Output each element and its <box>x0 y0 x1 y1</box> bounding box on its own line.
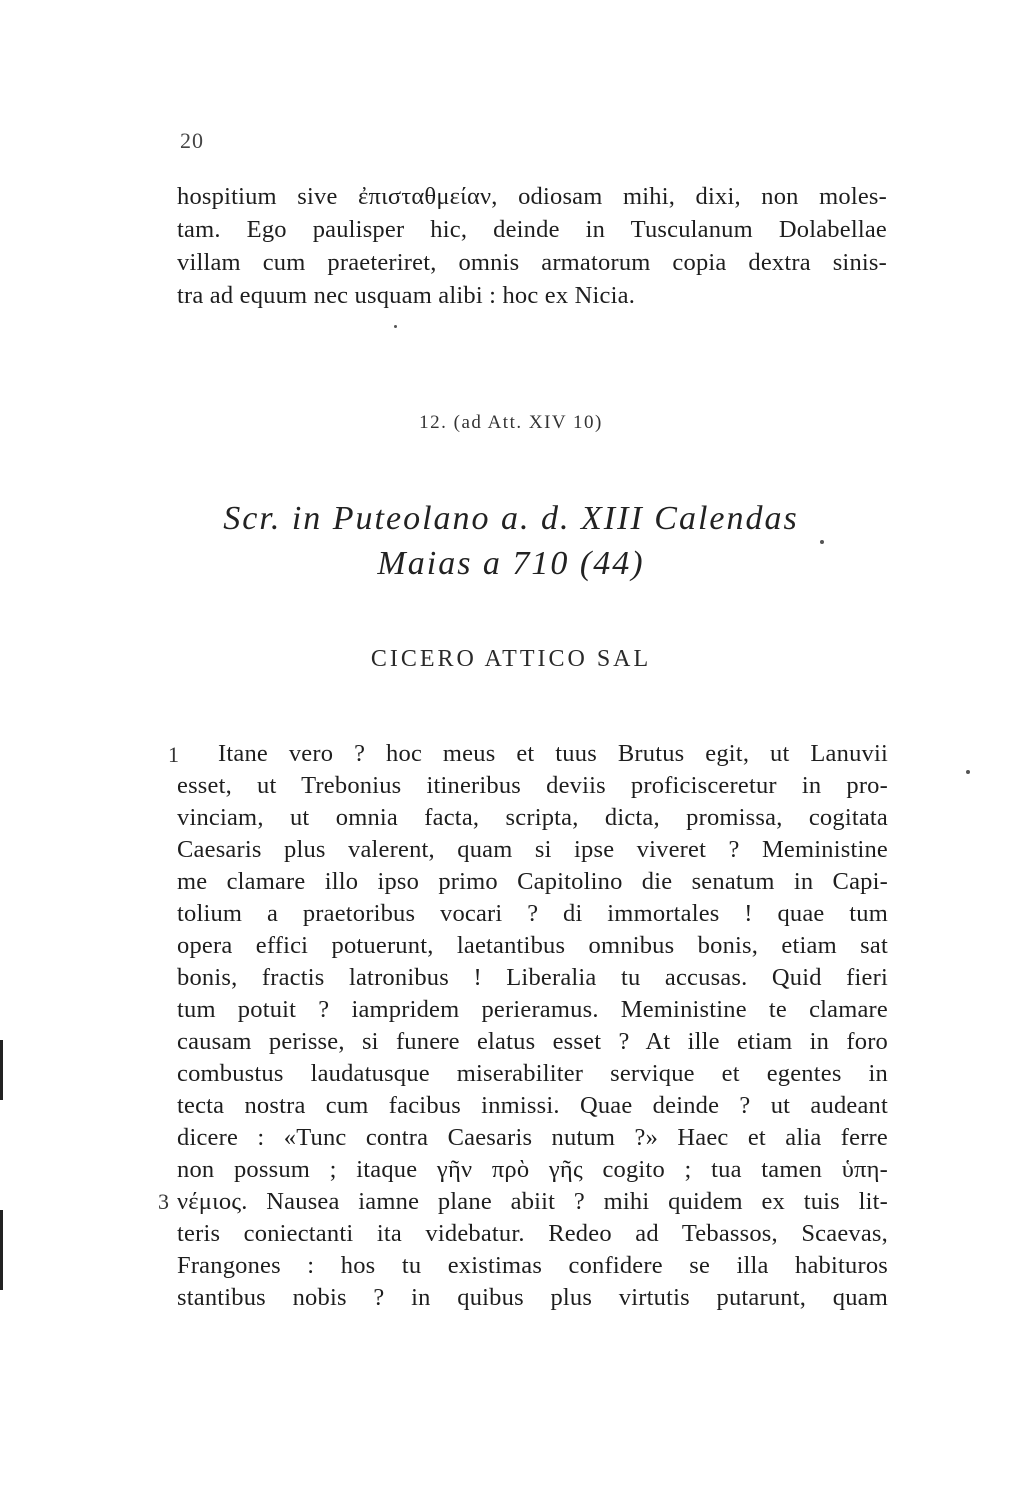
text-line: tolium a praetoribus vocari ? di immortales ! quae tum <box>177 900 888 927</box>
section-number: 1 <box>168 742 179 767</box>
text-line: Frangones : hos tu existimas confidere se illa habituros <box>177 1252 888 1279</box>
text-line: tam. Ego paulisper hic, deinde in Tusculanum Dolabellae <box>177 216 887 243</box>
text-line: bonis, fractis latronibus ! Liberalia tu accusas. Quid fieri <box>177 964 888 991</box>
text-line: Caesaris plus valerent, quam si ipse viveret ? Meministine <box>177 836 888 863</box>
text-line: opera effici potuerunt, laetantibus omnibus bonis, etiam sat <box>177 932 888 959</box>
text-line: stantibus nobis ? in quibus plus virtutis putarunt, quam <box>177 1284 888 1311</box>
letter-reference: 12. (ad Att. XIV 10) <box>419 412 603 433</box>
text-line: tecta nostra cum facibus inmissi. Quae deinde ? ut audeant <box>177 1092 888 1119</box>
text-line: combustus laudatusque miserabiliter servique et egentes in <box>177 1060 888 1087</box>
page-edge-shadow <box>0 1040 3 1100</box>
ink-speck <box>394 325 397 328</box>
text-line: Itane vero ? hoc meus et tuus Brutus egit, ut Lanuvii <box>218 740 888 767</box>
page-edge-shadow <box>0 1210 3 1290</box>
text-line: hospitium sive ἐπισταθμείαν, odiosam mihi, dixi, non moles- <box>177 183 887 210</box>
text-line: villam cum praeteriret, omnis armatorum copia dextra sinis- <box>177 249 887 276</box>
text-line: esset, ut Trebonius itineribus deviis proficisceretur in pro- <box>177 772 888 799</box>
section-number: 3 <box>158 1189 169 1214</box>
text-line: tum potuit ? iampridem perieramus. Meministine te clamare <box>177 996 888 1023</box>
heading-line: Maias a 710 (44) <box>377 545 645 582</box>
text-line: vinciam, ut omnia facta, scripta, dicta, promissa, cogitata <box>177 804 888 831</box>
ink-speck <box>820 540 824 544</box>
page-number: 20 <box>180 128 204 153</box>
text-line: tra ad equum nec usquam alibi : hoc ex Nicia. <box>177 282 636 309</box>
text-line: non possum ; itaque γῆν πρὸ γῆς cogito ; tua tamen ὑπη- <box>177 1156 888 1183</box>
text-line: νέμιος. Nausea iamne plane abiit ? mihi quidem ex tuis lit- <box>177 1188 888 1215</box>
text-line: causam perisse, si funere elatus esset ? At ille etiam in foro <box>177 1028 888 1055</box>
salutation: CICERO ATTICO SAL <box>370 646 652 672</box>
ink-speck <box>966 770 970 774</box>
heading-line: Scr. in Puteolano a. d. XIII Calendas <box>223 500 799 537</box>
text-line: me clamare illo ipso primo Capitolino die senatum in Capi- <box>177 868 888 895</box>
text-line: dicere : «Tunc contra Caesaris nutum ?» Haec et alia ferre <box>177 1124 888 1151</box>
text-line: teris coniectanti ita videbatur. Redeo ad Tebassos, Scaevas, <box>177 1220 888 1247</box>
